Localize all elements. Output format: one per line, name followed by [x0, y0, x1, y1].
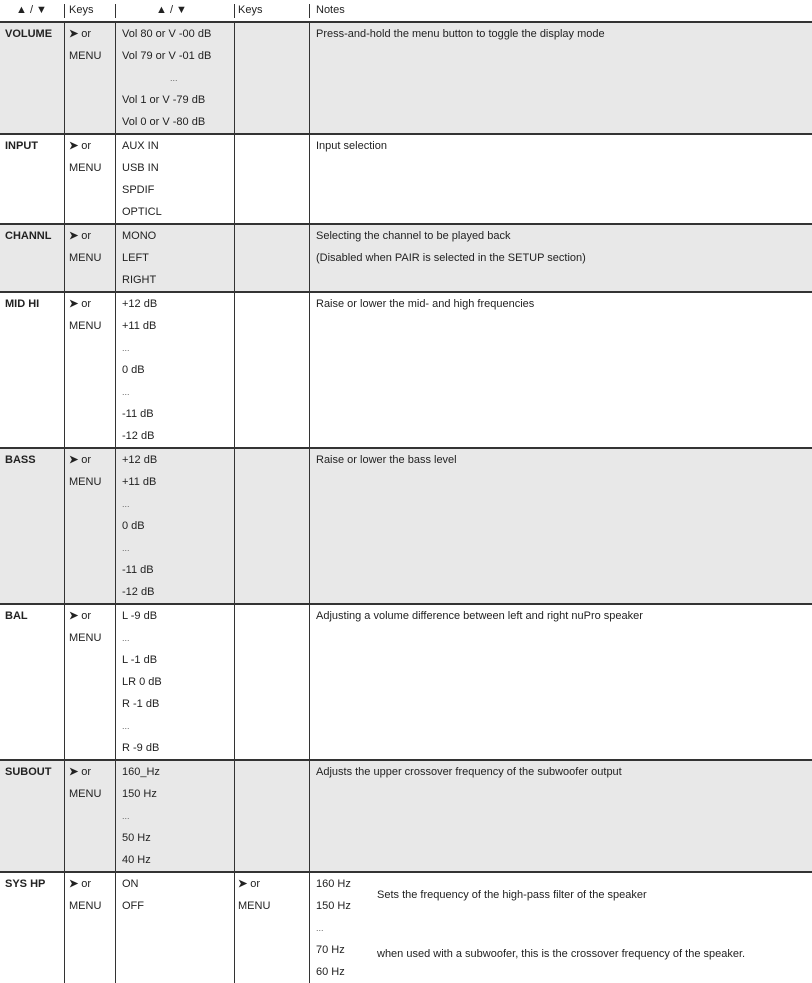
- section-input: [0, 135, 812, 225]
- value-item: R -9 dB: [122, 742, 160, 754]
- value-item: -12 dB: [122, 430, 155, 442]
- mid-hi-label: MID HI: [5, 298, 40, 310]
- column-divider: [309, 605, 310, 759]
- right-arrow-icon: ➤: [69, 878, 79, 890]
- note-text: Raise or lower the bass level: [316, 454, 457, 466]
- note-text: Raise or lower the mid- and high frequencies: [316, 298, 535, 310]
- bal-notes: [316, 605, 643, 627]
- section-bass: [0, 449, 812, 605]
- value-item: Vol 0 or V -80 dB: [122, 116, 206, 128]
- value-item: +12 dB: [122, 298, 158, 310]
- channl-values: [122, 225, 156, 291]
- column-divider: [309, 225, 310, 291]
- or-label: or: [78, 140, 92, 152]
- column-divider: [64, 23, 65, 133]
- value-item: 0 dB: [122, 364, 145, 376]
- input-keys: [69, 135, 101, 179]
- menu-label: MENU: [69, 476, 102, 488]
- keys-arrow-or: [69, 23, 101, 45]
- right-arrow-icon: ➤: [69, 230, 79, 242]
- note-text: Input selection: [316, 140, 387, 152]
- keys-arrow-or: [69, 225, 101, 247]
- column-divider: [234, 135, 235, 223]
- value-item: MONO: [122, 230, 157, 242]
- column-divider: [64, 225, 65, 291]
- right-arrow-icon: ➤: [69, 140, 79, 152]
- or-label: or: [78, 610, 92, 622]
- column-divider: [64, 449, 65, 603]
- value-item: AUX IN: [122, 140, 159, 152]
- value-item: ...: [122, 543, 130, 553]
- subout-keys: [69, 761, 101, 805]
- note-text: (Disabled when PAIR is selected in the SETUP section): [316, 252, 586, 264]
- value-item: +12 dB: [122, 454, 158, 466]
- section-volume: [0, 23, 812, 135]
- value-item: -12 dB: [122, 586, 155, 598]
- or-label: or: [78, 298, 92, 310]
- value-item: ...: [122, 343, 130, 353]
- header-divider: [115, 4, 116, 18]
- value-item: ...: [170, 73, 178, 83]
- column-divider: [115, 225, 116, 291]
- header-divider: [64, 4, 65, 18]
- sys-hp-keys: [69, 873, 101, 917]
- note-text: Press-and-hold the menu button to toggle the display mode: [316, 28, 605, 40]
- bal-keys: [69, 605, 101, 649]
- menu-label: MENU: [69, 50, 102, 62]
- value-item: ...: [122, 721, 130, 731]
- column-divider: [234, 23, 235, 133]
- column-divider: [115, 449, 116, 603]
- header-arrows-1: ▲ / ▼: [16, 4, 47, 16]
- mid-hi-values: [122, 293, 157, 447]
- table-header: [0, 0, 812, 23]
- column-divider: [309, 23, 310, 133]
- sys-hp-note-2: when used with a subwoofer, this is the crossover frequency of the speaker.: [377, 948, 746, 960]
- value-item: ...: [122, 387, 130, 397]
- table-body: [0, 23, 812, 983]
- section-channl: [0, 225, 812, 293]
- value-item: LEFT: [122, 252, 149, 264]
- sys-hp-note-1: Sets the frequency of the high-pass filter of the speaker: [377, 889, 647, 901]
- keys-arrow-or: [69, 449, 101, 471]
- column-divider: [115, 873, 116, 983]
- column-divider: [309, 761, 310, 871]
- value-item: LR 0 dB: [122, 676, 162, 688]
- section-mid-hi: [0, 293, 812, 449]
- right-arrow-icon: ➤: [69, 454, 79, 466]
- value-item: 50 Hz: [122, 832, 151, 844]
- or-label: or: [247, 878, 261, 890]
- or-label: or: [78, 454, 92, 466]
- subout-label: SUBOUT: [5, 766, 52, 778]
- volume-label: VOLUME: [5, 28, 53, 40]
- bass-keys: [69, 449, 101, 493]
- frequency-item: 70 Hz: [316, 944, 345, 956]
- column-divider: [64, 605, 65, 759]
- bass-notes: [316, 449, 457, 471]
- column-divider: [234, 449, 235, 603]
- column-divider: [64, 873, 65, 983]
- right-arrow-icon: ➤: [69, 298, 79, 310]
- header-keys-2: Keys: [238, 4, 263, 16]
- value-item: USB IN: [122, 162, 159, 174]
- sys-hp-frequencies: [316, 873, 351, 983]
- keys-arrow-or: [69, 605, 101, 627]
- value-item: 150 Hz: [122, 788, 157, 800]
- bass-values: [122, 449, 157, 603]
- bass-label: BASS: [5, 454, 36, 466]
- column-divider: [234, 761, 235, 871]
- menu-label: MENU: [69, 320, 102, 332]
- menu-label: MENU: [238, 900, 271, 912]
- value-item: L -1 dB: [122, 654, 158, 666]
- value-item: ...: [122, 499, 130, 509]
- value-item: L -9 dB: [122, 610, 158, 622]
- value-item: Vol 79 or V -01 dB: [122, 50, 212, 62]
- frequency-item: ...: [316, 923, 324, 933]
- keys-arrow-or: [69, 293, 101, 315]
- value-item: +11 dB: [122, 476, 157, 488]
- value-item: OPTICL: [122, 206, 162, 218]
- sys-hp-values: [122, 873, 144, 917]
- column-divider: [115, 605, 116, 759]
- channl-notes: [316, 225, 586, 269]
- section-sys-hp: [0, 873, 812, 983]
- menu-label: MENU: [69, 900, 102, 912]
- input-notes: [316, 135, 387, 157]
- bal-label: BAL: [5, 610, 28, 622]
- input-label: INPUT: [5, 140, 38, 152]
- bal-values: [122, 605, 162, 759]
- sys-hp-2-keys: [238, 873, 270, 917]
- channl-label: CHANNL: [5, 230, 52, 242]
- header-divider: [309, 4, 310, 18]
- header-keys-1: Keys: [69, 4, 94, 16]
- section-subout: [0, 761, 812, 873]
- value-item: -11 dB: [122, 564, 154, 576]
- right-arrow-icon: ➤: [69, 766, 79, 778]
- value-item: Vol 80 or V -00 dB: [122, 28, 212, 40]
- column-divider: [234, 225, 235, 291]
- keys-arrow-or: [69, 761, 101, 783]
- value-item: ...: [122, 811, 130, 821]
- value-item: 40 Hz: [122, 854, 151, 866]
- channl-keys: [69, 225, 101, 269]
- input-values: [122, 135, 162, 223]
- or-label: or: [78, 878, 92, 890]
- right-arrow-icon: ➤: [238, 878, 248, 890]
- or-label: or: [78, 766, 92, 778]
- menu-label: MENU: [69, 632, 102, 644]
- or-label: or: [78, 28, 92, 40]
- column-divider: [234, 605, 235, 759]
- frequency-item: 160 Hz: [316, 878, 351, 890]
- column-divider: [64, 761, 65, 871]
- column-divider: [64, 293, 65, 447]
- value-item: OFF: [122, 900, 144, 912]
- sys-hp-label: SYS HP: [5, 878, 46, 890]
- subout-notes: [316, 761, 622, 783]
- column-divider: [309, 449, 310, 603]
- frequency-item: 150 Hz: [316, 900, 351, 912]
- mid-hi-keys: [69, 293, 101, 337]
- value-item: ON: [122, 878, 139, 890]
- column-divider: [115, 135, 116, 223]
- note-text: Adjusts the upper crossover frequency of the subwoofer output: [316, 766, 622, 778]
- column-divider: [64, 135, 65, 223]
- menu-label: MENU: [69, 788, 102, 800]
- mid-hi-notes: [316, 293, 534, 315]
- column-divider: [115, 23, 116, 133]
- column-divider: [309, 135, 310, 223]
- right-arrow-icon: ➤: [69, 28, 79, 40]
- column-divider: [115, 761, 116, 871]
- menu-label: MENU: [69, 252, 102, 264]
- value-item: ...: [122, 633, 130, 643]
- note-text: Adjusting a volume difference between left and right nuPro speaker: [316, 610, 643, 622]
- keys-arrow-or: [69, 873, 101, 895]
- column-divider: [234, 293, 235, 447]
- header-divider: [234, 4, 235, 18]
- frequency-item: 60 Hz: [316, 966, 345, 978]
- subout-values: [122, 761, 160, 871]
- value-item: 160_Hz: [122, 766, 160, 778]
- value-item: Vol 1 or V -79 dB: [122, 94, 206, 106]
- value-item: R -1 dB: [122, 698, 160, 710]
- header-notes: Notes: [316, 4, 345, 16]
- volume-keys: [69, 23, 101, 67]
- volume-values: [122, 23, 211, 133]
- column-divider: [309, 293, 310, 447]
- column-divider: [234, 873, 235, 983]
- keys-arrow-or: [238, 873, 270, 895]
- volume-notes: [316, 23, 605, 45]
- keys-arrow-or: [69, 135, 101, 157]
- column-divider: [309, 873, 310, 983]
- menu-label: MENU: [69, 162, 102, 174]
- header-arrows-2: ▲ / ▼: [156, 4, 187, 16]
- column-divider: [115, 293, 116, 447]
- value-item: 0 dB: [122, 520, 145, 532]
- value-item: -11 dB: [122, 408, 154, 420]
- value-item: +11 dB: [122, 320, 157, 332]
- or-label: or: [78, 230, 92, 242]
- value-item: RIGHT: [122, 274, 157, 286]
- note-text: Selecting the channel to be played back: [316, 230, 511, 242]
- right-arrow-icon: ➤: [69, 610, 79, 622]
- value-item: SPDIF: [122, 184, 155, 196]
- section-bal: [0, 605, 812, 761]
